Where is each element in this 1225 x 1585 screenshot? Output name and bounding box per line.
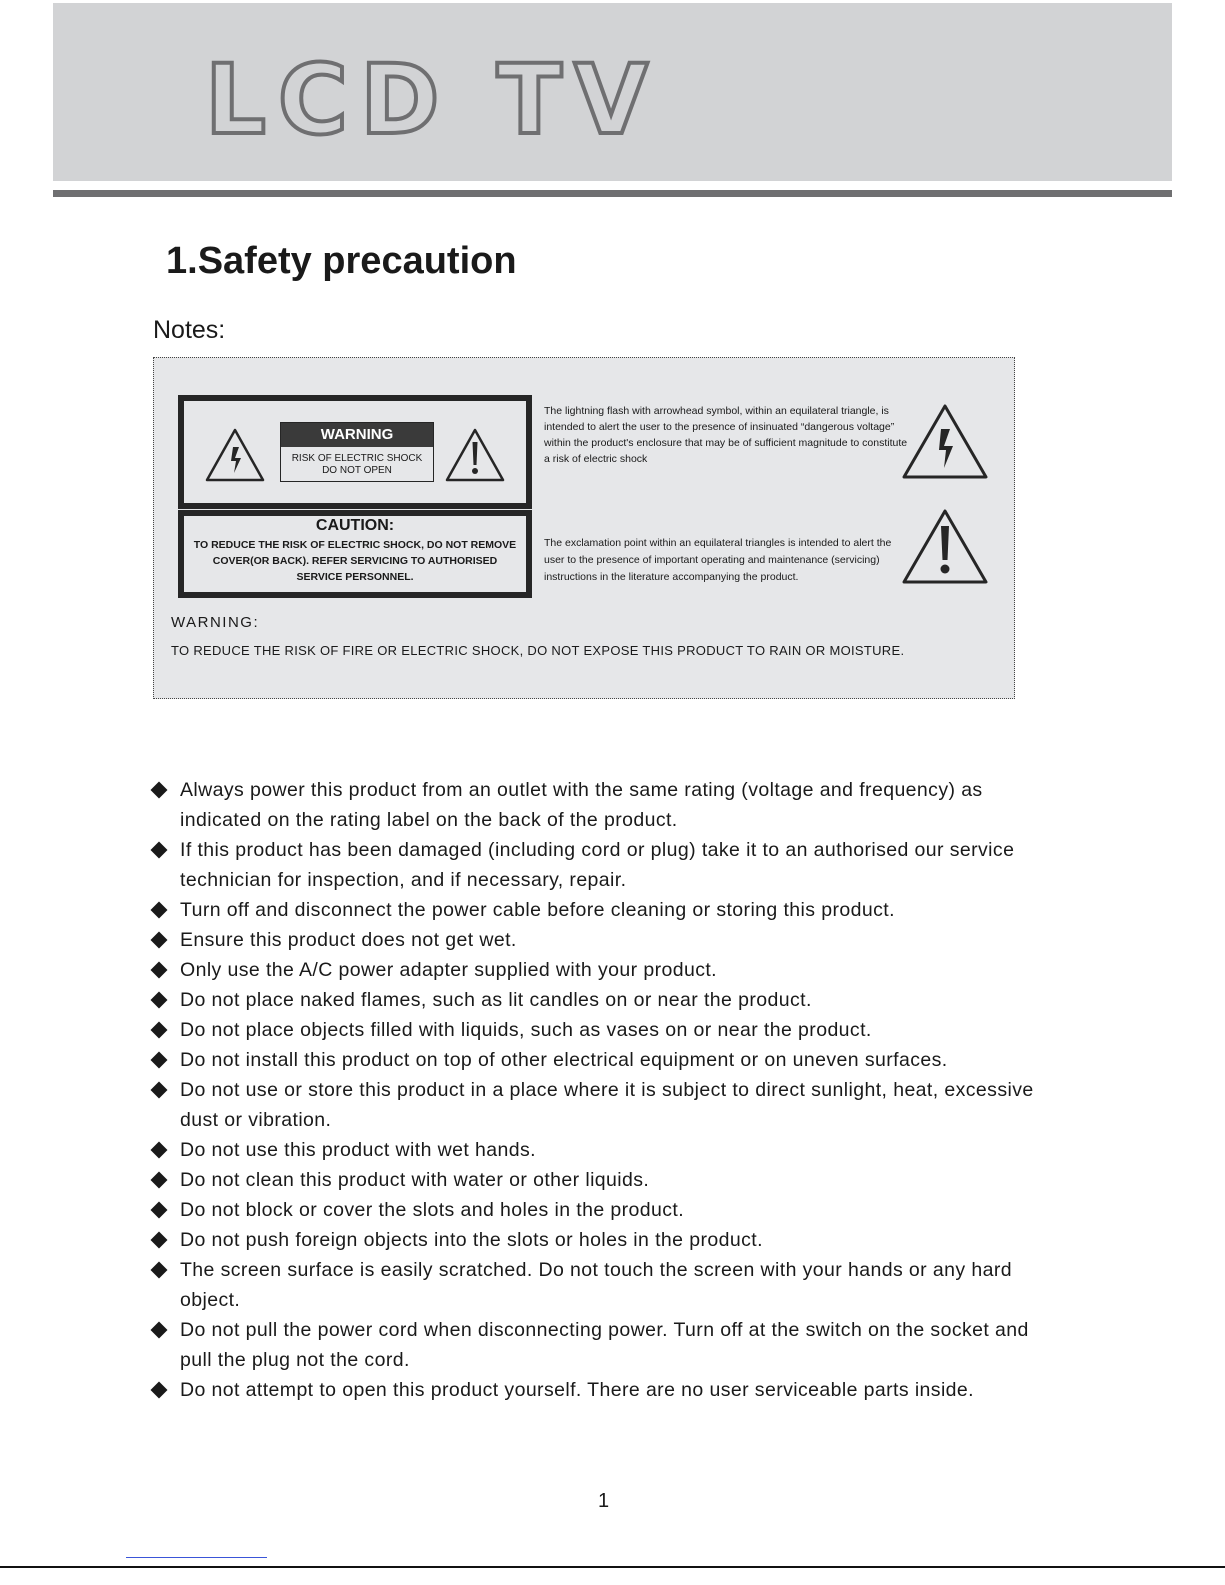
list-item <box>153 1255 1053 1315</box>
bullet-text: Do not push foreign objects into the slots or holes in the product. <box>180 1229 763 1251</box>
list-item <box>153 1135 1053 1165</box>
warning-heading: WARNING: <box>171 614 260 631</box>
list-item <box>153 1225 1053 1255</box>
list-item <box>153 1075 1053 1135</box>
list-item <box>153 1045 1053 1075</box>
warning-label-heading: WARNING <box>281 423 433 447</box>
bullet-text: Do not use or store this product in a place where it is subject to direct sunlight, heat, excessive dust or vibration. <box>180 1079 1034 1131</box>
diamond-bullet-icon <box>151 992 168 1009</box>
list-item <box>153 1375 1053 1405</box>
list-item <box>153 1195 1053 1225</box>
bullet-text: Do not block or cover the slots and holes in the product. <box>180 1199 685 1221</box>
bullet-text: Do not attempt to open this product yourself. There are no user serviceable parts inside. <box>180 1379 974 1401</box>
diamond-bullet-icon <box>151 782 168 799</box>
warning-text: TO REDUCE THE RISK OF FIRE OR ELECTRIC SHOCK, DO NOT EXPOSE THIS PRODUCT TO RAIN OR MOISTURE. <box>171 643 905 658</box>
lcd-tv-logo <box>203 55 673 145</box>
caution-text: TO REDUCE THE RISK OF ELECTRIC SHOCK, DO NOT REMOVE COVER(OR BACK). REFER SERVICING TO AUTHORISED SERVICE PERSONNEL. <box>193 539 517 583</box>
caution-title: CAUTION: <box>315 517 395 534</box>
bullet-text: Only use the A/C power adapter supplied with your product. <box>180 959 717 981</box>
diamond-bullet-icon <box>151 932 168 949</box>
header-band <box>53 3 1172 181</box>
diamond-bullet-icon <box>151 1382 168 1399</box>
list-item <box>153 895 1053 925</box>
list-item <box>153 835 1053 895</box>
diamond-bullet-icon <box>151 1262 168 1279</box>
bullet-text: Turn off and disconnect the power cable before cleaning or storing this product. <box>180 899 895 921</box>
list-item <box>153 925 1053 955</box>
exclamation-description: The exclamation point within an equilateral triangles is intended to alert the user to the presence of important operating and maintenance (servicing) instructions in the literature accompanying the product. <box>544 537 892 583</box>
exclamation-triangle-icon <box>444 427 506 483</box>
bullet-text: Ensure this product does not get wet. <box>180 929 517 951</box>
list-item <box>153 1315 1053 1375</box>
bullet-text: Do not place naked flames, such as lit candles on or near the product. <box>180 989 812 1011</box>
footer-link-underline[interactable] <box>126 1557 267 1558</box>
notes-box <box>153 357 1015 699</box>
lightning-triangle-icon <box>900 403 990 481</box>
bullet-text: The screen surface is easily scratched. Do not touch the screen with your hands or any hard object. <box>180 1259 1012 1311</box>
bullet-text: Always power this product from an outlet with the same rating (voltage and frequency) as indicated on the rating label on the back of the product. <box>180 779 983 831</box>
section-title: 1.Safety precaution <box>166 240 517 282</box>
bullet-text: Do not pull the power cord when disconnecting power. Turn off at the switch on the socket and pull the plug not the cord. <box>180 1319 1029 1371</box>
warning-label <box>280 422 434 482</box>
bullet-text: Do not place objects filled with liquids, such as vases on or near the product. <box>180 1019 872 1041</box>
list-item <box>153 1165 1053 1195</box>
warning-label-line2: DO NOT OPEN <box>322 465 392 476</box>
diamond-bullet-icon <box>151 1142 168 1159</box>
diamond-bullet-icon <box>151 962 168 979</box>
bullet-text: Do not clean this product with water or other liquids. <box>180 1169 650 1191</box>
list-item <box>153 775 1053 835</box>
bullet-text: Do not install this product on top of other electrical equipment or on uneven surfaces. <box>180 1049 948 1071</box>
lcd-tv-logo-text: LCD TV <box>205 55 660 145</box>
diamond-bullet-icon <box>151 1052 168 1069</box>
bullet-text: If this product has been damaged (including cord or plug) take it to an authorised our service technician for inspection, and if necessary, repair. <box>180 839 1015 891</box>
diamond-bullet-icon <box>151 842 168 859</box>
list-item <box>153 985 1053 1015</box>
lightning-description: The lightning flash with arrowhead symbol, within an equilateral triangle, is intended to alert the user to the presence of insinuated “dangerous voltage” within the product's enclosure that may be of sufficient magnitude to constitute a risk of electric shock <box>544 405 908 465</box>
footer-rule <box>0 1566 1225 1568</box>
bullet-text: Do not use this product with wet hands. <box>180 1139 536 1161</box>
diamond-bullet-icon <box>151 1232 168 1249</box>
list-item <box>153 1015 1053 1045</box>
notes-label: Notes: <box>153 316 226 344</box>
safety-bullet-list <box>153 775 1053 1405</box>
caution-panel <box>178 510 532 598</box>
diamond-bullet-icon <box>151 902 168 919</box>
page-number: 1 <box>598 1490 610 1512</box>
lightning-triangle-icon <box>204 427 266 483</box>
diamond-bullet-icon <box>151 1202 168 1219</box>
header-rule <box>53 190 1172 197</box>
diamond-bullet-icon <box>151 1022 168 1039</box>
warning-label-line1: RISK OF ELECTRIC SHOCK <box>291 453 423 464</box>
diamond-bullet-icon <box>151 1082 168 1099</box>
warning-panel <box>178 395 532 509</box>
exclamation-triangle-icon <box>900 508 990 586</box>
diamond-bullet-icon <box>151 1172 168 1189</box>
list-item <box>153 955 1053 985</box>
diamond-bullet-icon <box>151 1322 168 1339</box>
